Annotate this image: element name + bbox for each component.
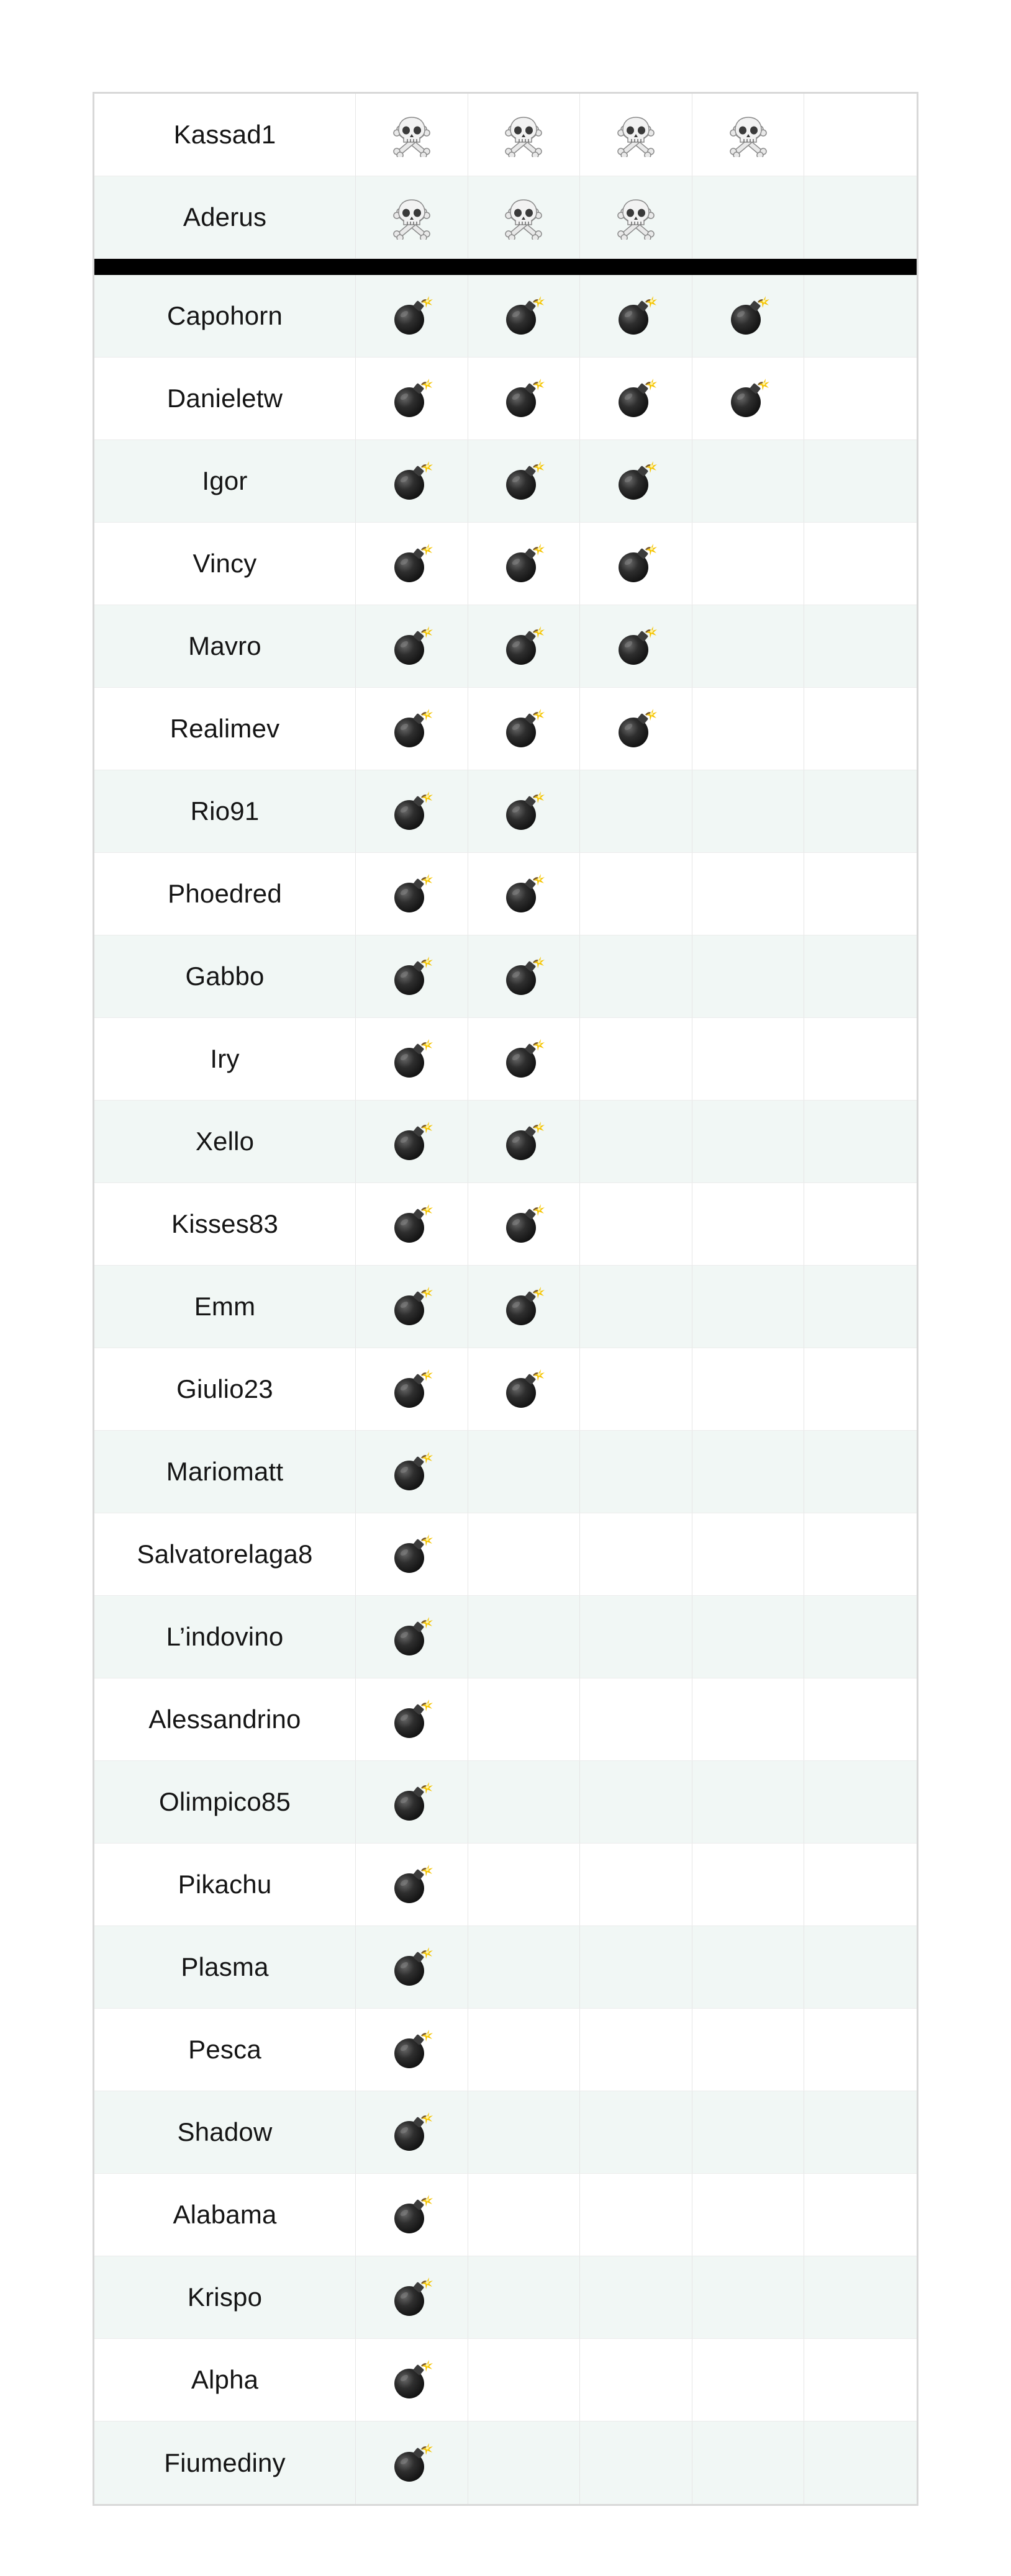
mark-cell [692, 1761, 805, 1843]
table-row [94, 523, 917, 605]
mark-cell [356, 2339, 468, 2421]
mark-cell [356, 2174, 468, 2256]
player-name: Mavro [94, 605, 356, 687]
mark-cell [804, 1431, 917, 1513]
mark-cell [580, 2421, 692, 2504]
mark-cell [580, 2091, 692, 2173]
mark-cell [580, 176, 692, 258]
table-row [94, 1266, 917, 1348]
bomb-icon [389, 624, 434, 669]
player-name: Giulio23 [94, 1348, 356, 1430]
mark-cell [580, 2174, 692, 2256]
mark-cell [692, 1926, 805, 2008]
table-row [94, 853, 917, 935]
mark-cell [468, 853, 581, 935]
mark-cell [468, 1513, 581, 1595]
player-name: Alabama [94, 2174, 356, 2256]
mark-cell [356, 176, 468, 258]
mark-cell [356, 1101, 468, 1182]
mark-cell [804, 605, 917, 687]
mark-cell [692, 1266, 805, 1348]
mark-cell [804, 1678, 917, 1760]
skull-and-crossbones-icon [614, 112, 658, 157]
player-name: Krispo [94, 2256, 356, 2338]
skull-and-crossbones-icon [501, 112, 546, 157]
mark-cell [804, 1761, 917, 1843]
mark-cell [356, 275, 468, 357]
bomb-icon [389, 1780, 434, 1824]
player-name: Phoedred [94, 853, 356, 935]
mark-cell [692, 1018, 805, 1100]
mark-cell [804, 1183, 917, 1265]
mark-cell [356, 1596, 468, 1678]
mark-cell [468, 440, 581, 522]
mark-cell [580, 440, 692, 522]
bomb-icon [389, 1367, 434, 1412]
bomb-icon [389, 2027, 434, 2072]
table-row [94, 1844, 917, 1926]
mark-cell [692, 94, 805, 176]
mark-cell [804, 688, 917, 770]
mark-cell [692, 2421, 805, 2504]
mark-cell [468, 94, 581, 176]
table-row [94, 2421, 917, 2504]
bomb-icon [501, 541, 546, 586]
table-row [94, 1431, 917, 1513]
mark-cell [468, 2174, 581, 2256]
bomb-icon [389, 954, 434, 999]
mark-cell [356, 2091, 468, 2173]
mark-cell [356, 1678, 468, 1760]
mark-cell [468, 1844, 581, 1925]
mark-cell [356, 94, 468, 176]
table-row [94, 1101, 917, 1183]
bomb-icon [501, 1037, 546, 1081]
mark-cell [804, 1596, 917, 1678]
bomb-icon [389, 2358, 434, 2402]
mark-cell [468, 1018, 581, 1100]
mark-cell [804, 1018, 917, 1100]
mark-cell [692, 2256, 805, 2338]
table-row [94, 1678, 917, 1761]
bomb-icon [389, 1697, 434, 1742]
bomb-icon [501, 376, 546, 421]
mark-cell [804, 1101, 917, 1182]
table-row [94, 1348, 917, 1431]
mark-cell [468, 1183, 581, 1265]
bomb-icon [501, 294, 546, 338]
player-name: Pesca [94, 2009, 356, 2091]
mark-cell [804, 440, 917, 522]
mark-cell [580, 1348, 692, 1430]
table-row [94, 2256, 917, 2339]
bomb-icon [389, 1615, 434, 1659]
bomb-icon [726, 376, 771, 421]
mark-cell [356, 1431, 468, 1513]
table-row [94, 275, 917, 358]
mark-cell [692, 2091, 805, 2173]
bomb-icon [389, 2110, 434, 2155]
mark-cell [692, 2339, 805, 2421]
mark-cell [804, 1844, 917, 1925]
mark-cell [468, 2421, 581, 2504]
player-name: Realimev [94, 688, 356, 770]
mark-cell [468, 523, 581, 605]
player-name: L’indovino [94, 1596, 356, 1678]
mark-cell [468, 1266, 581, 1348]
mark-cell [692, 1844, 805, 1925]
mark-cell [692, 275, 805, 357]
bomb-icon [389, 789, 434, 834]
bomb-icon [614, 706, 658, 751]
player-name: Salvatorelaga8 [94, 1513, 356, 1595]
bomb-icon [389, 2441, 434, 2485]
mark-cell [580, 1183, 692, 1265]
bomb-icon [501, 1202, 546, 1246]
table-row [94, 440, 917, 523]
mark-cell [804, 1266, 917, 1348]
player-name: Rio91 [94, 770, 356, 852]
mark-cell [580, 770, 692, 852]
bomb-icon [501, 1367, 546, 1412]
mark-cell [356, 1183, 468, 1265]
mark-cell [356, 523, 468, 605]
player-name: Iry [94, 1018, 356, 1100]
mark-cell [356, 1266, 468, 1348]
mark-cell [692, 1596, 805, 1678]
mark-cell [580, 1018, 692, 1100]
bomb-icon [614, 624, 658, 669]
mark-cell [580, 1101, 692, 1182]
mark-cell [468, 1761, 581, 1843]
mark-cell [804, 935, 917, 1017]
mark-cell [468, 1678, 581, 1760]
mark-cell [468, 2256, 581, 2338]
mark-cell [580, 2256, 692, 2338]
mark-cell [580, 688, 692, 770]
mark-cell [692, 1183, 805, 1265]
mark-cell [356, 1926, 468, 2008]
mark-cell [356, 1018, 468, 1100]
mark-cell [356, 1513, 468, 1595]
bomb-icon [501, 624, 546, 669]
table-row [94, 1513, 917, 1596]
skull-and-crossbones-icon [614, 195, 658, 240]
bomb-icon [501, 954, 546, 999]
table-row [94, 605, 917, 688]
mark-cell [468, 1431, 581, 1513]
mark-cell [692, 176, 805, 258]
mark-cell [580, 1844, 692, 1925]
bomb-icon [614, 459, 658, 503]
mark-cell [692, 605, 805, 687]
mark-cell [804, 358, 917, 439]
bomb-icon [501, 871, 546, 916]
mark-cell [468, 2339, 581, 2421]
mark-cell [468, 605, 581, 687]
mark-cell [580, 2339, 692, 2421]
bomb-icon [389, 1284, 434, 1329]
mark-cell [468, 1926, 581, 2008]
bomb-icon [389, 2192, 434, 2237]
skull-and-crossbones-icon [389, 195, 434, 240]
bomb-icon [614, 376, 658, 421]
player-name: Danieletw [94, 358, 356, 439]
mark-cell [580, 1761, 692, 1843]
mark-cell [692, 853, 805, 935]
table-row [94, 688, 917, 770]
mark-cell [356, 2256, 468, 2338]
player-name: Alpha [94, 2339, 356, 2421]
player-name: Plasma [94, 1926, 356, 2008]
player-name: Alessandrino [94, 1678, 356, 1760]
bomb-section [94, 275, 917, 2504]
bomb-icon [389, 1532, 434, 1577]
section-divider [94, 259, 917, 275]
skull-and-crossbones-icon [389, 112, 434, 157]
mark-cell [692, 2174, 805, 2256]
mark-cell [580, 275, 692, 357]
mark-cell [580, 1513, 692, 1595]
table-row [94, 176, 917, 259]
mark-cell [804, 1926, 917, 2008]
table-row [94, 1183, 917, 1266]
skull-and-crossbones-icon [501, 195, 546, 240]
mark-cell [468, 1101, 581, 1182]
mark-cell [356, 1761, 468, 1843]
mark-cell [580, 853, 692, 935]
mark-cell [580, 1266, 692, 1348]
mark-cell [356, 1348, 468, 1430]
bomb-icon [389, 541, 434, 586]
table-row [94, 1018, 917, 1101]
bomb-icon [389, 1119, 434, 1164]
mark-cell [804, 770, 917, 852]
mark-cell [692, 523, 805, 605]
mark-cell [356, 2421, 468, 2504]
bomb-icon [501, 789, 546, 834]
table-row [94, 2009, 917, 2091]
table-row [94, 770, 917, 853]
mark-cell [692, 1431, 805, 1513]
mark-cell [356, 358, 468, 439]
mark-cell [580, 358, 692, 439]
bomb-icon [389, 1862, 434, 1907]
mark-cell [580, 605, 692, 687]
bomb-icon [389, 1945, 434, 1989]
player-name: Vincy [94, 523, 356, 605]
mark-cell [580, 1678, 692, 1760]
mark-cell [580, 1926, 692, 2008]
mark-cell [804, 853, 917, 935]
table-row [94, 2339, 917, 2421]
player-name: Xello [94, 1101, 356, 1182]
mark-cell [580, 523, 692, 605]
mark-cell [356, 2009, 468, 2091]
skull-and-crossbones-icon [726, 112, 771, 157]
mark-cell [468, 1596, 581, 1678]
mark-cell [804, 1513, 917, 1595]
mark-cell [692, 440, 805, 522]
mark-cell [692, 770, 805, 852]
mark-cell [356, 605, 468, 687]
table-row [94, 358, 917, 440]
mark-cell [580, 2009, 692, 2091]
bomb-icon [389, 1202, 434, 1246]
mark-cell [580, 1431, 692, 1513]
mark-cell [804, 94, 917, 176]
bomb-icon [389, 294, 434, 338]
player-name: Shadow [94, 2091, 356, 2173]
mark-cell [692, 688, 805, 770]
mark-cell [580, 1596, 692, 1678]
mark-cell [692, 1348, 805, 1430]
player-name: Fiumediny [94, 2421, 356, 2504]
player-name: Emm [94, 1266, 356, 1348]
mark-cell [468, 176, 581, 258]
bomb-icon [389, 1037, 434, 1081]
mark-cell [804, 523, 917, 605]
mark-cell [468, 1348, 581, 1430]
mark-cell [692, 1678, 805, 1760]
mark-cell [804, 2174, 917, 2256]
bomb-icon [614, 541, 658, 586]
skull-section [94, 94, 917, 259]
player-name: Kassad1 [94, 94, 356, 176]
table-row [94, 1926, 917, 2009]
mark-cell [356, 1844, 468, 1925]
bomb-icon [389, 1449, 434, 1494]
mark-cell [804, 1348, 917, 1430]
mark-cell [468, 2091, 581, 2173]
mark-cell [692, 358, 805, 439]
table-row [94, 1596, 917, 1678]
mark-cell [580, 935, 692, 1017]
player-name: Kisses83 [94, 1183, 356, 1265]
player-name: Igor [94, 440, 356, 522]
bomb-icon [501, 1284, 546, 1329]
mark-cell [356, 935, 468, 1017]
bomb-icon [614, 294, 658, 338]
mark-cell [356, 688, 468, 770]
mark-cell [468, 2009, 581, 2091]
player-name: Mariomatt [94, 1431, 356, 1513]
table-row [94, 1761, 917, 1844]
mark-cell [804, 176, 917, 258]
bomb-icon [501, 706, 546, 751]
bomb-icon [501, 1119, 546, 1164]
mark-cell [804, 2421, 917, 2504]
mark-cell [468, 688, 581, 770]
mark-cell [356, 770, 468, 852]
bomb-icon [501, 459, 546, 503]
table-row [94, 935, 917, 1018]
mark-cell [468, 770, 581, 852]
mark-cell [580, 94, 692, 176]
bomb-icon [389, 459, 434, 503]
mark-cell [692, 1101, 805, 1182]
bomb-icon [389, 706, 434, 751]
mark-cell [804, 2091, 917, 2173]
mark-cell [692, 2009, 805, 2091]
player-name: Pikachu [94, 1844, 356, 1925]
mark-cell [468, 275, 581, 357]
bomb-icon [389, 871, 434, 916]
table-row [94, 2091, 917, 2174]
mark-cell [804, 2339, 917, 2421]
player-name: Aderus [94, 176, 356, 258]
bomb-icon [389, 2275, 434, 2320]
mark-cell [692, 935, 805, 1017]
player-name: Gabbo [94, 935, 356, 1017]
mark-cell [356, 440, 468, 522]
mark-cell [804, 275, 917, 357]
mark-cell [468, 935, 581, 1017]
player-name: Olimpico85 [94, 1761, 356, 1843]
mark-cell [692, 1513, 805, 1595]
mark-cell [804, 2256, 917, 2338]
bomb-icon [726, 294, 771, 338]
table-row [94, 94, 917, 176]
mark-cell [356, 853, 468, 935]
table-row [94, 2174, 917, 2256]
player-name: Capohorn [94, 275, 356, 357]
ranking-board [93, 92, 918, 2506]
mark-cell [804, 2009, 917, 2091]
mark-cell [468, 358, 581, 439]
bomb-icon [389, 376, 434, 421]
